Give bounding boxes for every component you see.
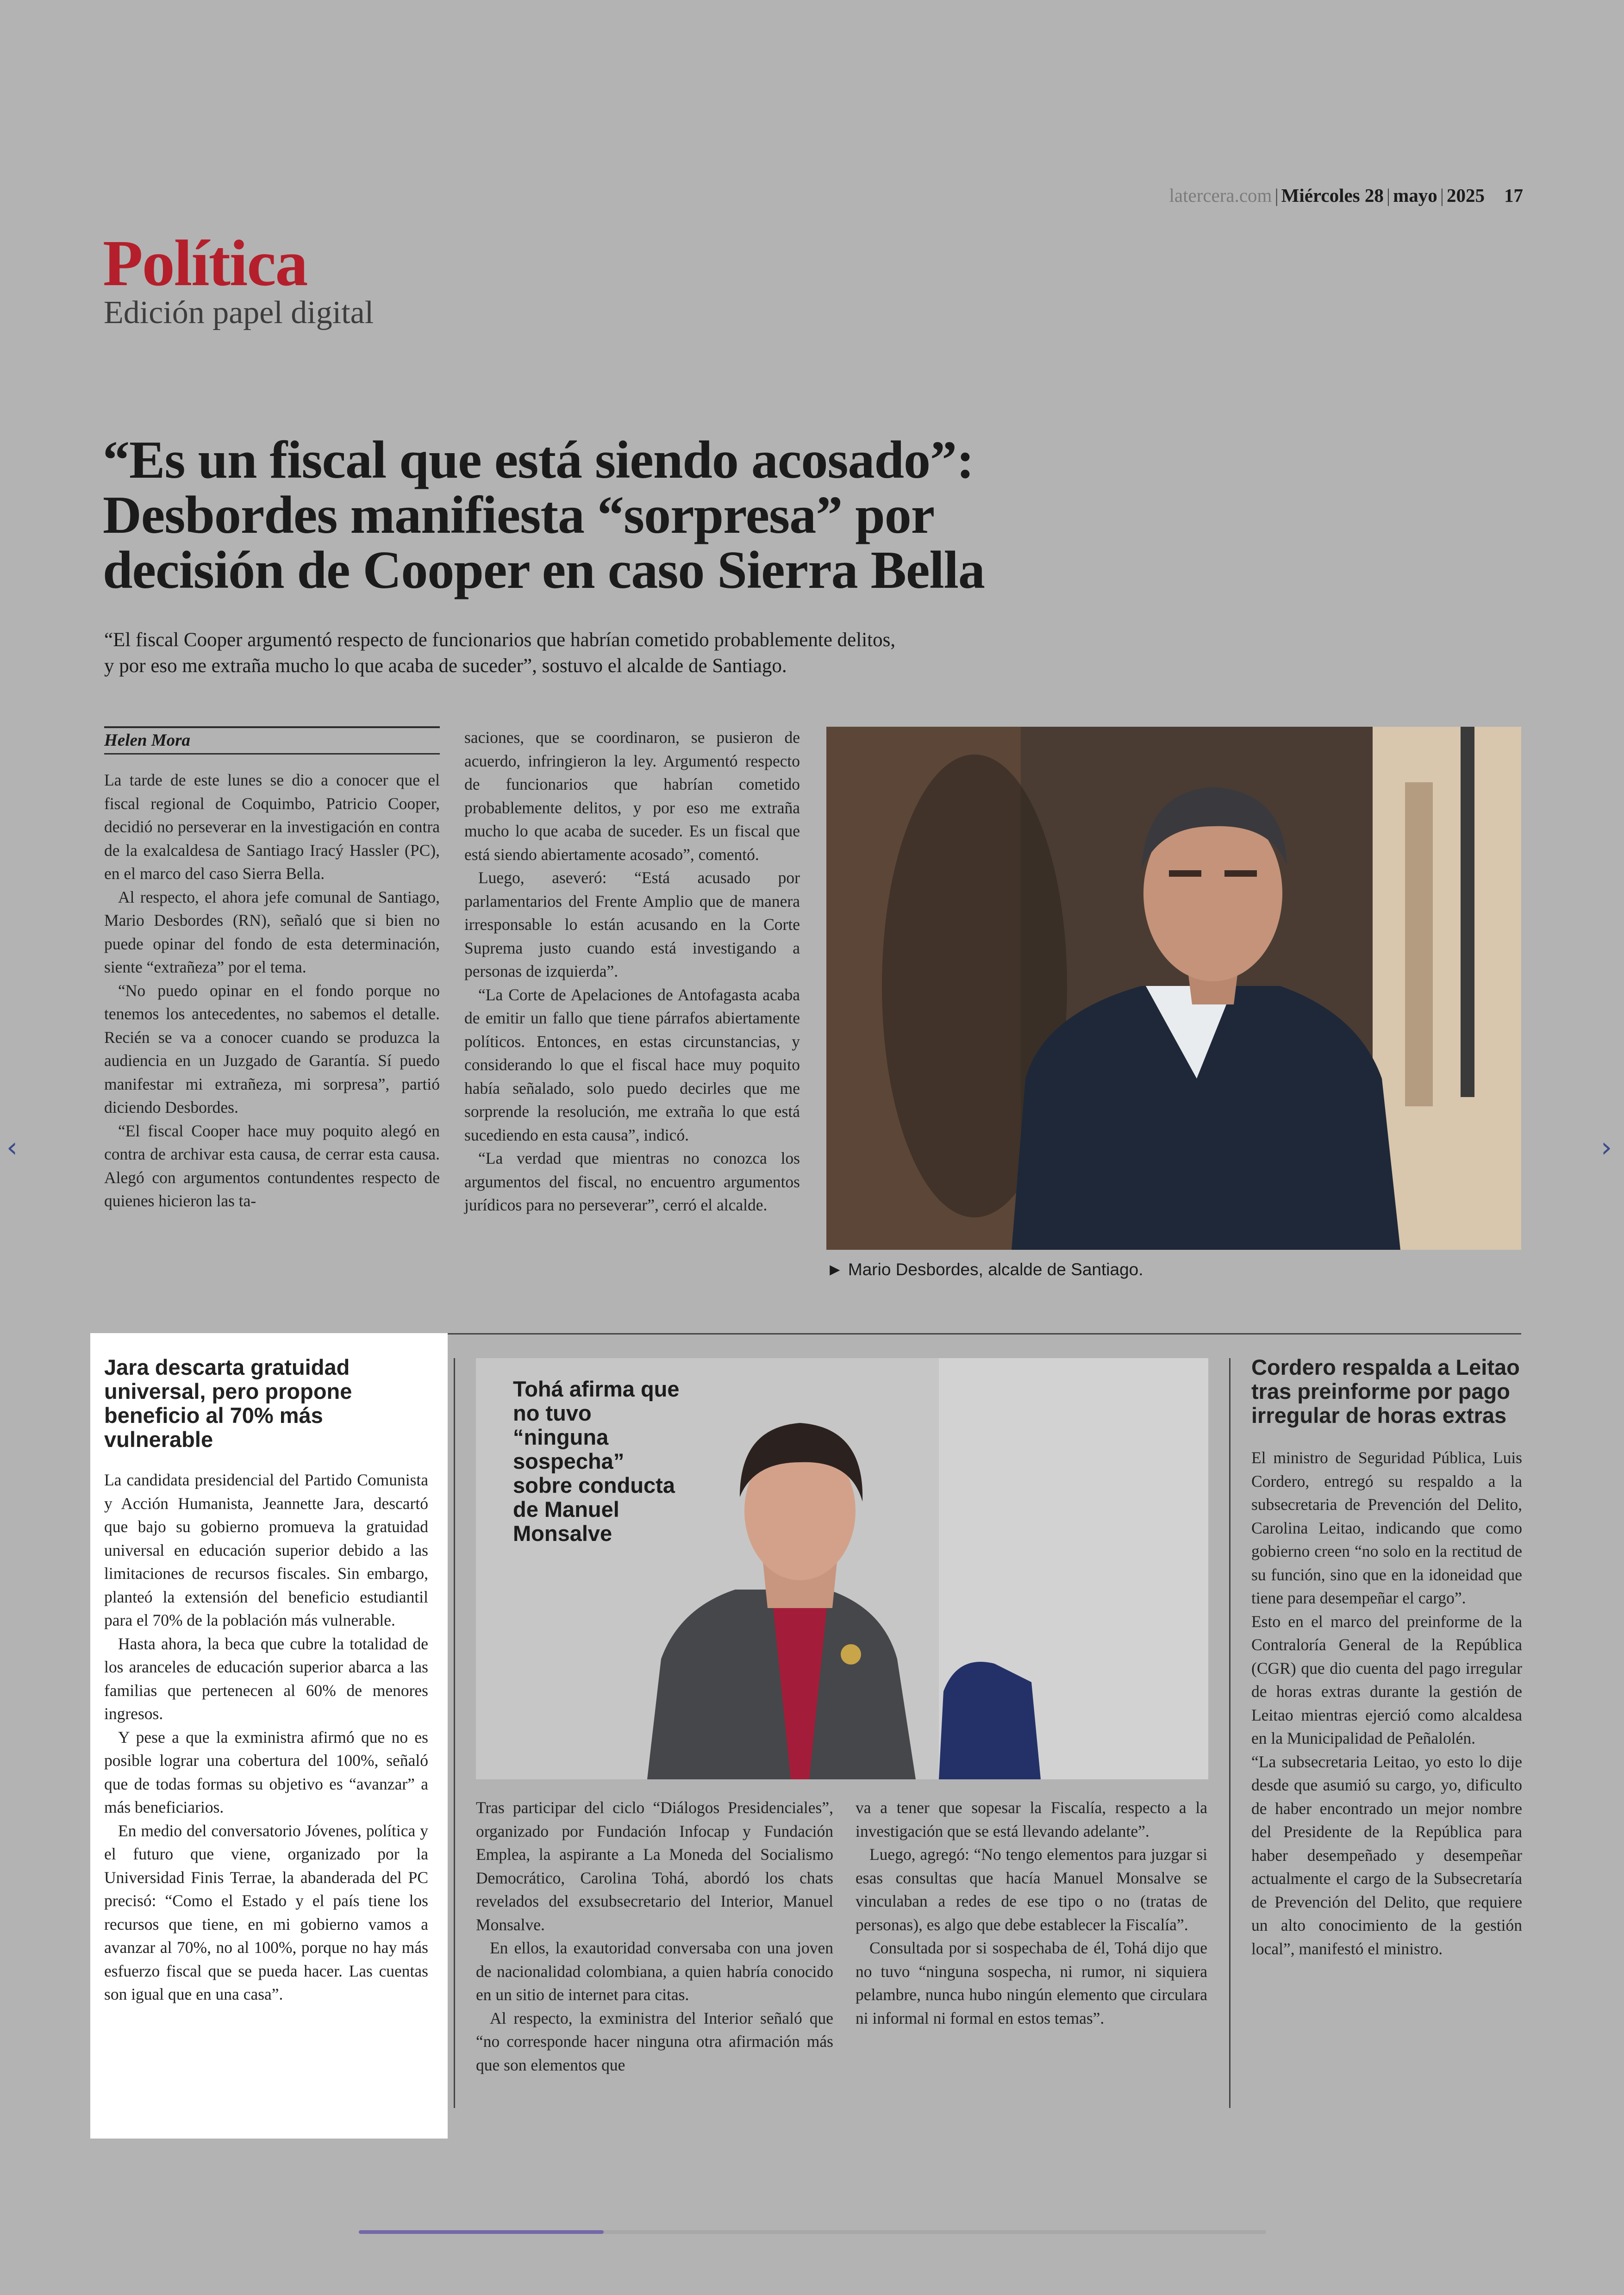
prev-page-button[interactable] [6, 1131, 18, 1164]
paragraph: Luego, agregó: “No tengo elementos para juzgar si esas consultas que hacía Manuel Monsalve se vinculaban a redes de ese tipo o no (tratas de personas), es algo que debe establecer la Fiscalía”. [856, 1845, 1207, 1934]
headline-line: Desbordes manifiesta “sorpresa” por [103, 486, 935, 545]
brief-text-column-1 [476, 1796, 833, 2077]
brief-text [104, 1468, 428, 2006]
page-number: 17 [1504, 185, 1523, 206]
paragraph: Esto en el marco del preinforme de la Contraloría General de la República (CGR) que dio cuenta del pago irregular de horas extras durante la gestión de Leitao mientras ejerció como alcaldesa en la Municipalidad de Peñalolén. [1251, 1612, 1522, 1747]
brief-title: Tohá afirma que no tuvo “ninguna sospecha” sobre conducta de Manuel Monsalve [513, 1377, 680, 1546]
paragraph: “El fiscal Cooper hace muy poquito alegó en contra de archivar esta causa, de cerrar esta causa. Alegó con argumentos contundentes respecto de quienes hicieron las ta- [104, 1121, 440, 1210]
paragraph: Consultada por si sospechaba de él, Tohá dijo que no tuvo “ninguna sospecha, ni rumor, ni siquiera pelambre, nunca hubo ningún elemento que circulara ni informal ni formal en estos temas”. [856, 1939, 1207, 2027]
headline-line: “Es un fiscal que está siendo acosado”: [103, 430, 974, 490]
paragraph: Tras participar del ciclo “Diálogos Presidenciales”, organizado por Fundación Infocap y Fundación Emplea, la aspirante a La Moneda del Socialismo Democrático, Carolina Tohá, abordó los chats revelados del exsubsecretario del Interior, Manuel Monsalve. [476, 1798, 833, 1934]
paragraph: Al respecto, la exministra del Interior señaló que “no corresponde hacer ninguna otra afirmación más que son elementos que [476, 2008, 833, 2074]
photo-caption: ► Mario Desbordes, alcalde de Santiago. [826, 1260, 1143, 1279]
masthead: latercera.com | Miércoles 28 | mayo | 2025 17 [1169, 185, 1523, 206]
paragraph: Al respecto, el ahora jefe comunal de Santiago, Mario Desbordes (RN), señaló que si bien no puede opinar del fondo de esta determinación, siente “extrañeza” por el tema. [104, 887, 440, 976]
deck [104, 627, 1183, 679]
paragraph: Hasta ahora, la beca que cubre la totalidad de los aranceles de educación superior abarca a las familias que pertenecen al 60% de menores ingresos. [104, 1634, 428, 1723]
paragraph: El ministro de Seguridad Pública, Luis Cordero, entregó su respaldo a la subsecretaria de Prevención del Delito, Carolina Leitao, indicando que como gobierno creen “no solo en la rectitud de su función, sino que en la idoneidad que tiene para desempeñar el cargo”. [1251, 1448, 1522, 1607]
chevron-left-icon: ‹ [6, 1131, 18, 1164]
paragraph: “La subsecretaria Leitao, yo esto lo dije desde que asumió su cargo, yo, dificulto de haber encontrado un mejor nombre del Presidente de la República para haber desempeñado y desempeñar actualmente el cargo de la Subsecretaría de Prevención del Delito, que requiere un alto conocimiento de la gestión local”, manifestó el ministro. [1251, 1752, 1522, 1958]
article-column-2 [464, 726, 800, 1217]
deck-line: “El fiscal Cooper argumentó respecto de funcionarios que habrían cometido probablemente delitos, [104, 629, 896, 651]
date-month: mayo [1393, 185, 1437, 206]
paragraph: saciones, que se coordinaron, se pusieron de acuerdo, infringieron la ley. Argumentó respecto de funcionarios que habrían cometido probablemente delitos, y por eso me extraña mucho lo que acaba de suceder. Es un fiscal que está siendo abiertamente acosado”, comentó. [464, 728, 800, 864]
deck-line: y por eso me extraña mucho lo que acaba de suceder”, sostuvo el alcalde de Santiago. [104, 655, 787, 677]
paragraph: “La Corte de Apelaciones de Antofagasta acaba de emitir un fallo que tiene párrafos abiertamente políticos. Entonces, en estas circunstancias, y considerando lo que el fiscal hace muy poquito había señalado, solo puedo decirles que me sorprende la resolución, me extraña lo que está sucediendo en esta causa”, indicó. [464, 985, 800, 1144]
photo-desbordes [826, 727, 1521, 1250]
paragraph: La tarde de este lunes se dio a conocer que el fiscal regional de Coquimbo, Patricio Cooper, decidió no perseverar en la investigación en contra de la exalcaldesa de Santiago Iracý Hassler (PC), en el marco del caso Sierra Bella. [104, 771, 440, 883]
paragraph: En medio del conversatorio Jóvenes, política y el futuro que viene, organizado por la Universidad Finis Terrae, la abanderada del PC precisó: “Como el Estado y el país tiene los recursos que tiene, en mi gobierno vamos a avanzar al 70%, no al 100%, porque no hay más esfuerzo fiscal que se pueda hacer. Las cuentas son igual que en una casa”. [104, 1821, 428, 2003]
paragraph: La candidata presidencial del Partido Comunista y Acción Humanista, Jeannette Jara, descartó que bajo su gobierno promueva la gratuidad universal en educación superior debido a las limitaciones de recursos fiscales. Sin embargo, planteó la extensión del beneficio estudiantil para el 70% de la población más vulnerable. [104, 1471, 428, 1629]
paragraph: “No puedo opinar en el fondo porque no tenemos los antecedentes, no sabemos el detalle. Recién se va a conocer cuando se produzca la audiencia en un Juzgado de Garantía. Sí puedo manifestar mi extrañeza, mi sorpresa”, partió diciendo Desbordes. [104, 981, 440, 1116]
date-day: Miércoles 28 [1281, 185, 1384, 206]
paragraph: En ellos, la exautoridad conversaba con una joven de nacionalidad colombiana, a quien habría conocido en un sitio de internet para citas. [476, 1939, 833, 2004]
article-column-1 [104, 768, 440, 1213]
section-title: Política [103, 226, 307, 299]
paragraph: “La verdad que mientras no conozca los argumentos del fiscal, no encuentro argumentos jurídicos para no perseverar”, cerró el alcalde. [464, 1149, 800, 1214]
headline [103, 430, 1260, 600]
brief-text-column-2 [856, 1796, 1207, 2030]
chevron-right-icon: › [1601, 1131, 1612, 1164]
paragraph: va a tener que sopesar la Fiscalía, respecto a la investigación que se está llevando adelante”. [856, 1798, 1207, 1840]
site-name: latercera.com [1169, 185, 1272, 206]
brief-title: Jara descarta gratuidad universal, pero propone beneficio al 70% más vulnerable [104, 1355, 352, 1452]
section-subtitle: Edición papel digital [104, 295, 374, 331]
paragraph: Luego, aseveró: “Está acusado por parlamentarios del Frente Amplio que de manera irresponsable lo están acusando en la Corte Suprema justo cuando está investigando a personas de izquierda”. [464, 868, 800, 980]
date-year: 2025 [1447, 185, 1485, 206]
page-progress-fill [359, 2230, 604, 2234]
byline: Helen Mora [104, 726, 440, 755]
headline-line: decisión de Cooper en caso Sierra Bella [103, 541, 985, 600]
next-page-button[interactable] [1601, 1131, 1612, 1164]
brief-text [1251, 1446, 1522, 1960]
brief-title: Cordero respalda a Leitao tras preinforme por pago irregular de horas extras [1251, 1355, 1520, 1428]
divider [454, 1358, 455, 2108]
paragraph: Y pese a que la exministra afirmó que no es posible lograr una cobertura del 100%, señaló que de todas formas su objetivo es “avanzar” a más beneficiarios. [104, 1727, 428, 1816]
divider [1229, 1358, 1230, 2108]
